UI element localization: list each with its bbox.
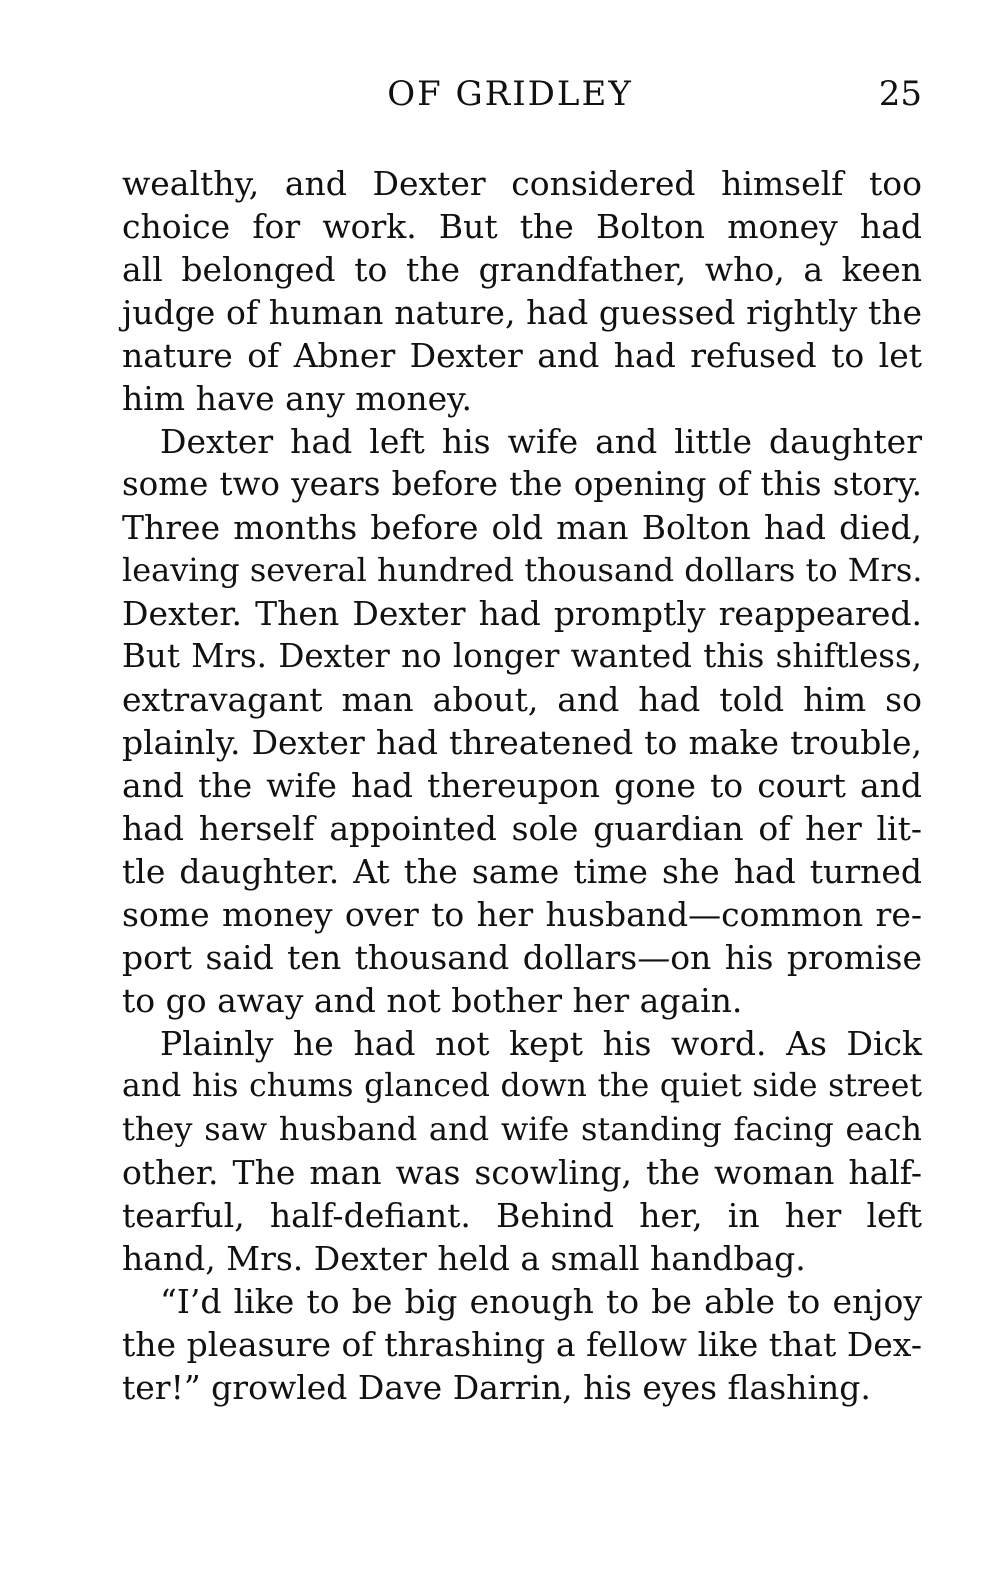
text-line: “I’d like to be big enough to be able to enjoy [160,1282,922,1321]
text-line: wealthy, and Dexter considered himself too [122,164,922,203]
running-head [0,74,1000,120]
text-line: and the wife had thereupon gone to court and [122,766,922,805]
text-line: the pleasure of thrashing a fellow like that Dex- [122,1325,922,1364]
text-line: had herself appointed sole guardian of her lit- [122,809,922,848]
text-line: choice for work. But the Bolton money had [122,207,922,246]
text-line: port said ten thousand dollars—on his promise [122,938,922,977]
text-line: to go away and not bother her again. [122,981,743,1020]
text-line: tle daughter. At the same time she had turned [122,852,922,891]
running-title: OF GRIDLEY [387,74,633,114]
text-line: extravagant man about, and had told him so [122,680,922,719]
text-line: nature of Abner Dexter and had refused to let [122,336,922,375]
text-line: and his chums glanced down the quiet side street [122,1068,922,1104]
text-line: ter!” growled Dave Darrin, his eyes flashing. [122,1368,871,1407]
text-line: him have any money. [122,379,472,418]
text-line: some two years before the opening of this story. [122,465,922,503]
text-line: Plainly he had not kept his word. As Dick [160,1024,922,1063]
text-line: other. The man was scowling, the woman half- [122,1153,922,1192]
text-line: hand, Mrs. Dexter held a small handbag. [122,1239,806,1278]
text-line: leaving several hundred thousand dollars to Mrs. [122,551,923,589]
text-line: some money over to her husband—common re- [122,895,922,934]
text-line: Dexter. Then Dexter had promptly reappeared. [122,594,922,633]
page-number: 25 [878,74,922,114]
text-line: Dexter had left his wife and little daughter [160,422,922,461]
text-line: But Mrs. Dexter no longer wanted this shiftless, [122,637,922,675]
text-line: all belonged to the grandfather, who, a keen [122,250,922,289]
text-line: plainly. Dexter had threatened to make trouble, [122,723,922,762]
body-text [122,162,922,1409]
text-line: judge of human nature, had guessed rightly the [122,293,922,332]
text-line: tearful, half-defiant. Behind her, in her left [122,1196,922,1235]
text-line: Three months before old man Bolton had died, [122,508,922,547]
text-line: they saw husband and wife standing facing each [122,1110,922,1148]
